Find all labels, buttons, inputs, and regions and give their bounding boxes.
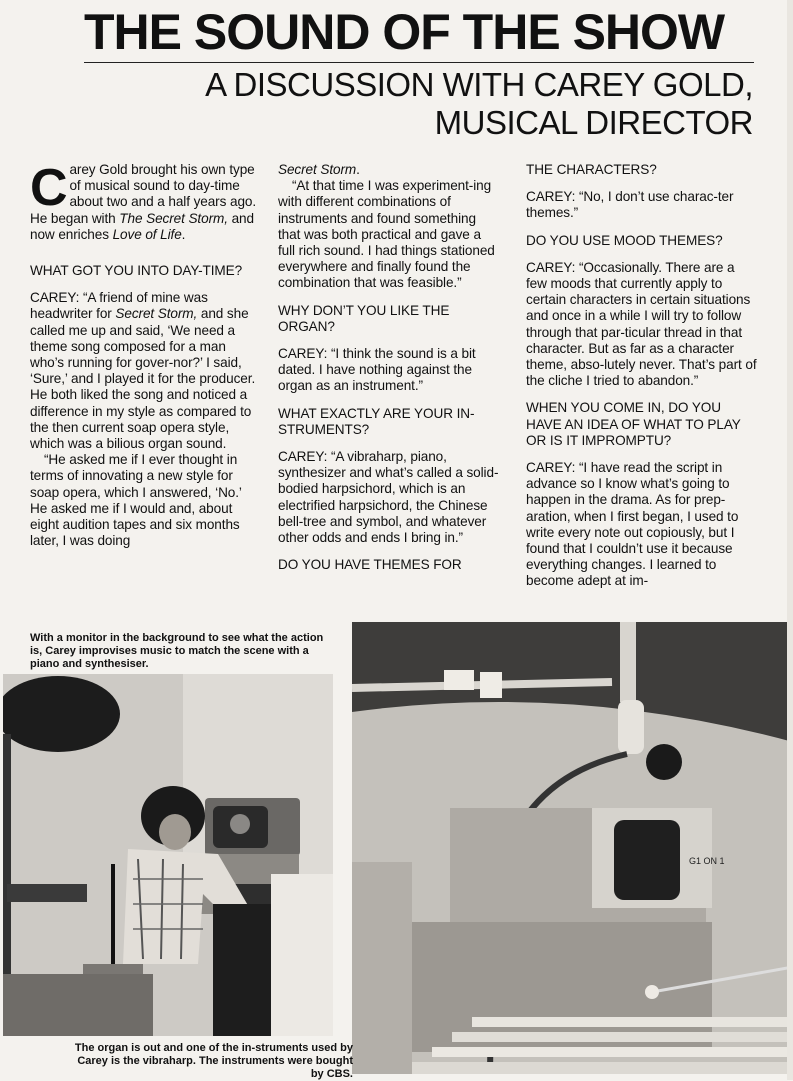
title-rule	[84, 62, 754, 63]
page-subtitle	[205, 66, 753, 142]
interview-answer	[30, 290, 260, 452]
interview-answer: CAREY: “Occasionally. There are a few moods that currently apply to certain characters in certain situations and once in a while I will try to follow through that par-ticular thread in that character. But as far as a character theme, abso-lutely never. That’s part of the cliche I tried to abandon.”	[526, 259, 757, 389]
intro-text: and now enriches	[30, 210, 254, 242]
interview-question: WHY DON’T YOU LIKE THE ORGAN?	[278, 302, 450, 334]
intro-paragraph	[30, 159, 260, 243]
photo-carey-at-keyboard	[3, 674, 333, 1036]
show-title: Secret Storm,	[115, 306, 198, 322]
intro-text: arey Gold brought his own type of musical sound to day-time about two and a half years ago. He began with	[30, 162, 257, 226]
subtitle-line-1: A DISCUSSION WITH CAREY GOLD,	[205, 66, 753, 103]
interview-answer: CAREY: “I have read the script in advance so I know what’s going to happen in the drama. As for prep-aration, when I first began, I used to write every note out copiously, but I found that I couldn’t use it because everything changes. I learned to become adept at im-	[526, 460, 739, 589]
article-column-3	[526, 162, 758, 601]
continued-text	[278, 162, 500, 178]
page-title: THE SOUND OF THE SHOW	[84, 4, 725, 60]
interview-question: WHEN YOU COME IN, DO YOU HAVE AN IDEA OF WHAT TO PLAY OR IS IT IMPROMPTU?	[526, 400, 741, 448]
subtitle-line-2: MUSICAL DIRECTOR	[434, 104, 753, 141]
interview-answer: CAREY: “No, I don’t use charac-ter themes.”	[526, 189, 734, 221]
interview-answer: “He asked me if I ever thought in terms of innovating a new style for soap opera, which I answered, ‘No.’ He asked me if I would and, about eight audition tapes and six months later, I was doing	[30, 452, 242, 549]
interview-question: DO YOU USE MOOD THEMES?	[526, 232, 723, 248]
interview-answer: CAREY: “A vibraharp, piano, synthesizer and what’s called a solid-bodied harpsichord, which is an electrified harpsichord, the Chinese bell-tree and symbol, and whatever other odds and ends I bring in.”	[278, 449, 499, 546]
paper-note-text: G1 ON 1	[689, 856, 725, 866]
interview-question: WHAT GOT YOU INTO DAY-TIME?	[30, 263, 243, 279]
answer-text: .	[356, 162, 360, 177]
show-title: Secret Storm	[278, 162, 357, 177]
interview-question: THE CHARACTERS?	[526, 162, 657, 177]
photo-illustration-1	[3, 674, 333, 1036]
intro-text: .	[181, 226, 186, 242]
interview-answer: CAREY: “I think the sound is a bit dated. I have nothing against the organ as an instrument.”	[278, 346, 476, 394]
photo-vibraharp-studio	[352, 622, 793, 1074]
show-title: Love of Life	[112, 226, 182, 242]
answer-text: and she called me up and said, ‘We need a theme song composed for a man who’s running for gover-nor?’ I said, ‘Sure,’ and I played it for the producer. He both liked the song and noticed a difference in my style as compared to the then current soap opera style, which was a bilious organ sound.	[30, 306, 256, 452]
photo-caption-2: The organ is out and one of the in-struments used by Carey is the vibraharp. The instruments were bought by CBS.	[74, 1042, 353, 1080]
article-column-1	[30, 159, 260, 560]
interview-question: WHAT EXACTLY ARE YOUR IN-STRUMENTS?	[278, 405, 475, 437]
interview-question: DO YOU HAVE THEMES FOR	[278, 557, 462, 573]
drop-cap: C	[30, 159, 68, 217]
article-column-2	[278, 162, 500, 584]
photo-illustration-2	[352, 622, 793, 1074]
answer-text: CAREY: “A friend of mine was headwriter for	[30, 290, 208, 322]
page-gutter	[787, 0, 793, 1080]
interview-answer: “At that time I was experiment-ing with different combinations of instruments and found something that was both practical and gave a full rich sound. I had things stationed everywhere and finally found the combination that was feasible.”	[278, 178, 495, 291]
show-title: The Secret Storm,	[119, 210, 228, 226]
microphone-shape	[618, 700, 644, 754]
photo-caption-1: With a monitor in the background to see what the action is, Carey improvises music to match the scene with a piano and synthesiser.	[30, 632, 324, 670]
